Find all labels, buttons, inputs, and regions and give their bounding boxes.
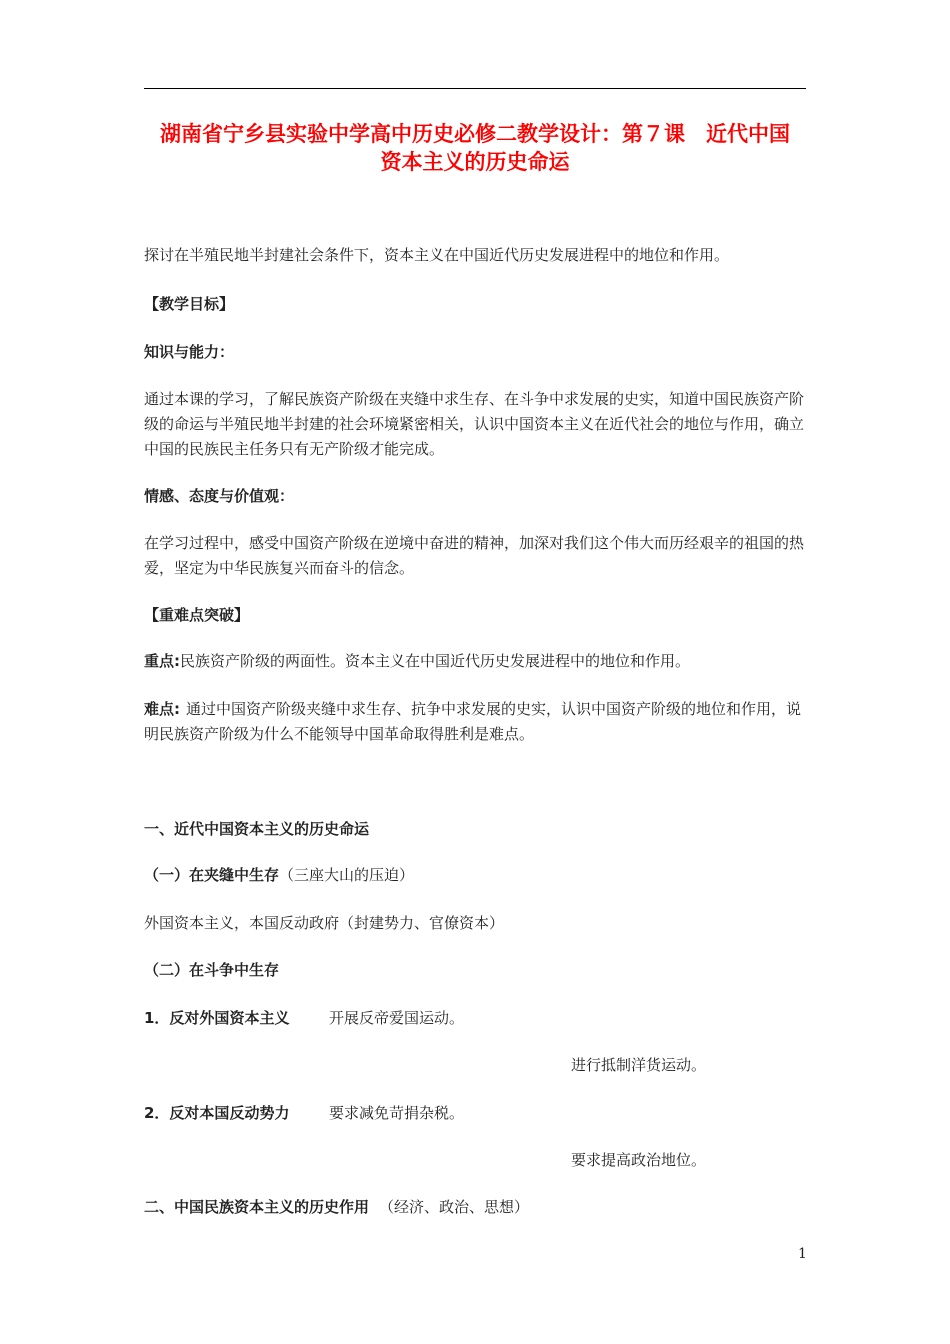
section-2-label: 二、中国民族资本主义的历史作用 [144,1198,370,1216]
difficult-text: 通过中国资产阶级夹缝中求生存、抗争中求发展的史实，认识中国资产阶级的地位和作用，说明民族资产阶级为什么不能领导中国革命取得胜利是难点。 [144,700,802,743]
knowledge-heading: 知识与能力： [144,343,235,361]
title-line-1: 湖南省宁乡县实验中学高中历史必修二教学设计：第７课 近代中国 [160,122,790,146]
subsection-2-heading: （二）在斗争中生存 [144,961,280,979]
item-2-point-a: 要求减免苛捐杂税。 [329,1104,465,1122]
item-2-label: 2．反对本国反动势力 [144,1104,290,1122]
subsection-1-note: （三座大山的压迫） [279,866,415,884]
emotion-heading: 情感、态度与价值观： [144,487,295,505]
section-2-note: （经济、政治、思想） [379,1198,530,1216]
keypoints-heading: 【重难点突破】 [144,606,250,624]
key-point [144,649,808,674]
difficult-point [144,697,808,747]
document-title [144,120,806,176]
section-2-heading [144,1195,808,1220]
difficult-label: 难点: [144,700,180,718]
emotion-paragraph: 在学习过程中，感受中国资产阶级在逆境中奋进的精神，加深对我们这个伟大而历经艰辛的祖国的热爱，坚定为中华民族复兴而奋斗的信念。 [144,534,805,577]
key-text: 民族资产阶级的两面性。资本主义在中国近代历史发展进程中的地位和作用。 [180,652,691,670]
item-1-label: 1．反对外国资本主义 [144,1009,290,1027]
item-1-point-b: 进行抵制洋货运动。 [571,1056,707,1074]
title-line-2: 资本主义的历史命运 [380,150,570,174]
goals-heading: 【教学目标】 [144,295,235,313]
page-number: 1 [798,1246,807,1262]
section-1-heading: 一、近代中国资本主义的历史命运 [144,820,370,838]
item-1-point-a: 开展反帝爱国运动。 [329,1009,465,1027]
subsection-1-text: 外国资本主义，本国反动政府（封建势力、官僚资本） [144,914,505,932]
intro-paragraph: 探讨在半殖民地半封建社会条件下，资本主义在中国近代历史发展进程中的地位和作用。 [144,246,730,264]
subsection-1 [144,863,808,888]
item-2-point-b: 要求提高政治地位。 [571,1151,707,1169]
subsection-1-label: （一）在夹缝中生存 [144,866,280,884]
key-label: 重点: [144,652,180,670]
header-rule [144,88,806,89]
knowledge-paragraph: 通过本课的学习，了解民族资产阶级在夹缝中求生存、在斗争中求发展的史实，知道中国民族资产阶级的命运与半殖民地半封建的社会环境紧密相关，认识中国资本主义在近代社会的地位与作用，确立中国的民族民主任务只有无产阶级才能完成。 [144,390,805,458]
